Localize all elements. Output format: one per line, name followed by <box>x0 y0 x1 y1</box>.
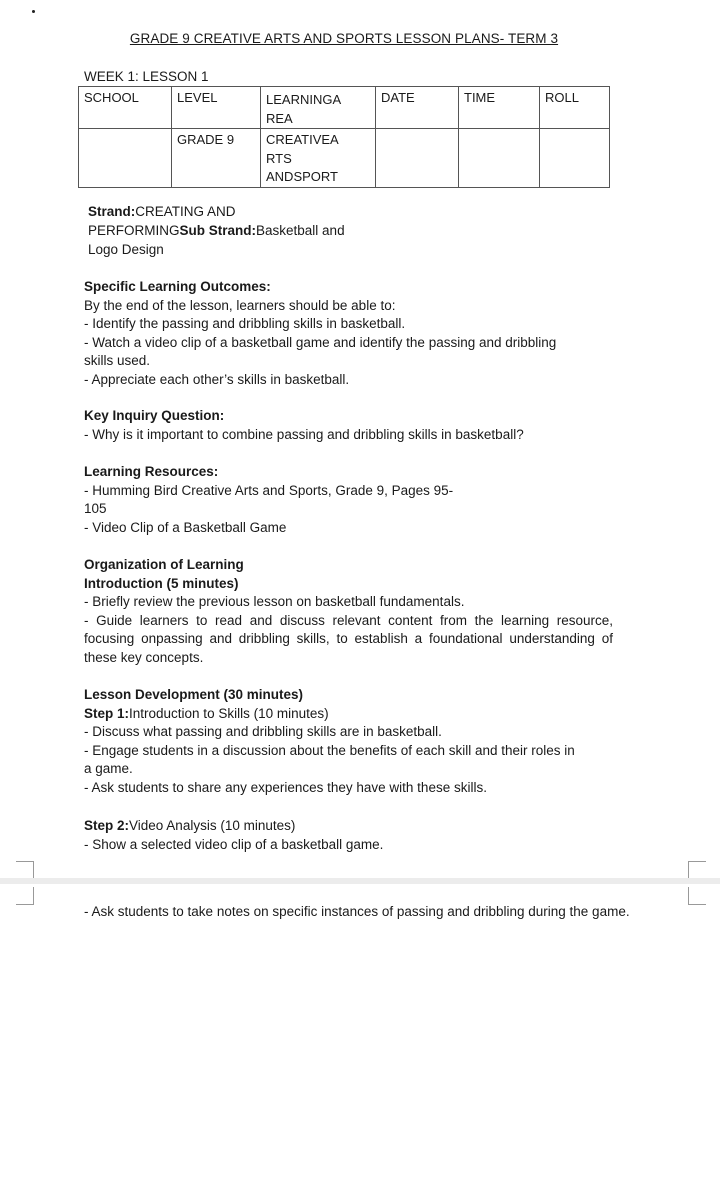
week-lesson-heading: WEEK 1: LESSON 1 <box>84 69 209 84</box>
outcomes-section <box>84 278 614 390</box>
crop-mark <box>16 887 34 905</box>
resource-item: 105 <box>84 501 107 517</box>
table-header-row <box>79 87 610 129</box>
strand-label: Strand: <box>88 204 136 219</box>
stray-dot <box>32 10 35 13</box>
step1-item: - Ask students to share any experiences they have with these skills. <box>84 779 487 795</box>
outcome-item: - Identify the passing and dribbling skills in basketball. <box>84 316 406 332</box>
inquiry-section <box>84 407 614 444</box>
outcome-item: - Appreciate each other’s skills in basketball. <box>84 371 350 387</box>
intro-item: - Guide learners to read and discuss relevant content from the learning resource, focusing onpassing and dribbling skills, to establish a foundational understanding of these key concepts. <box>84 612 613 665</box>
document-title: GRADE 9 CREATIVE ARTS AND SPORTS LESSON PLANS- TERM 3 <box>129 31 559 46</box>
cell-area-line2: RTS <box>266 150 292 166</box>
table-data-row <box>79 129 610 188</box>
cell-date <box>376 129 459 188</box>
lesson-info-table <box>78 86 610 188</box>
inquiry-heading: Key Inquiry Question: <box>84 408 225 423</box>
header-learning-area-line2: REA <box>266 110 293 126</box>
organization-section <box>84 556 614 668</box>
step2-label: Step 2: <box>84 818 130 833</box>
step2-item: - Show a selected video clip of a basketball game. <box>84 836 384 852</box>
substrand-label: Sub Strand: <box>179 223 257 238</box>
cell-level: GRADE 9 <box>172 129 261 188</box>
substrand-value-1: Basketball and <box>256 223 345 238</box>
resource-item: - Humming Bird Creative Arts and Sports, Grade 9, Pages 95- <box>84 482 454 498</box>
header-learning-area-line1: LEARNINGA <box>266 92 342 107</box>
cell-area-line3: ANDSPORT <box>266 169 338 184</box>
header-roll: ROLL <box>540 87 610 129</box>
header-learning-area <box>261 87 376 129</box>
development-section <box>84 686 614 798</box>
step1-item: - Discuss what passing and dribbling skills are in basketball. <box>84 724 442 740</box>
outcomes-intro: By the end of the lesson, learners should be able to: <box>84 297 396 313</box>
cell-roll <box>540 129 610 188</box>
inquiry-question: - Why is it important to combine passing and dribbling skills in basketball? <box>84 426 524 442</box>
step2-section <box>84 817 614 854</box>
resources-heading: Learning Resources: <box>84 464 219 479</box>
next-page-line: - Ask students to take notes on specific instances of passing and dribbling during the game. <box>84 904 630 919</box>
cell-time <box>459 129 540 188</box>
crop-mark <box>688 861 706 879</box>
header-school: SCHOOL <box>79 87 172 129</box>
development-heading: Lesson Development (30 minutes) <box>84 687 304 702</box>
step2-title: Video Analysis (10 minutes) <box>129 818 296 833</box>
strand-block <box>88 202 358 259</box>
page-break <box>0 878 720 884</box>
outcome-item: skills used. <box>84 353 151 369</box>
substrand-value-2: Logo Design <box>88 242 164 257</box>
step1-item: - Engage students in a discussion about the benefits of each skill and their roles in <box>84 742 575 758</box>
organization-heading: Organization of Learning <box>84 557 244 572</box>
cell-learning-area <box>261 129 376 188</box>
intro-item: - Briefly review the previous lesson on basketball fundamentals. <box>84 594 465 610</box>
header-level: LEVEL <box>172 87 261 129</box>
strand-value-2: PERFORMING <box>88 223 180 238</box>
introduction-heading: Introduction (5 minutes) <box>84 575 239 591</box>
step1-label: Step 1: <box>84 705 130 721</box>
cell-area-line1: CREATIVEA <box>266 132 339 147</box>
crop-mark <box>16 861 34 879</box>
resource-item: - Video Clip of a Basketball Game <box>84 519 287 535</box>
outcome-item: - Watch a video clip of a basketball game and identify the passing and dribbling <box>84 334 557 350</box>
step1-title: Introduction to Skills (10 minutes) <box>129 705 329 721</box>
resources-section <box>84 463 614 537</box>
header-time: TIME <box>459 87 540 129</box>
cell-school <box>79 129 172 188</box>
step1-item: a game. <box>84 761 133 777</box>
header-date: DATE <box>376 87 459 129</box>
strand-value-1: CREATING AND <box>135 204 236 219</box>
outcomes-heading: Specific Learning Outcomes: <box>84 279 271 294</box>
